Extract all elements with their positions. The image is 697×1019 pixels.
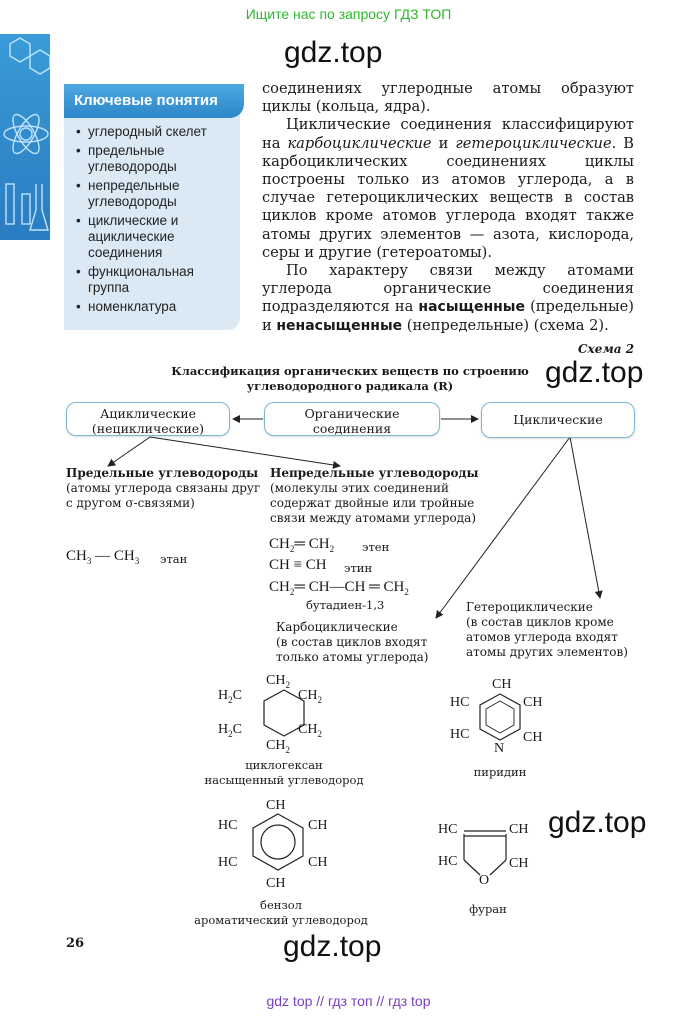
atom-label: $CH_2$ [266,673,290,690]
list-item: • углеродный скелет [72,124,236,140]
scheme-title-line: Классификация органических веществ по строению [171,364,529,378]
ethene-name: этен [362,540,390,554]
atom-label: CH [308,818,328,833]
atom-label: CH [523,730,543,745]
block-description: (в состав циклов входят только атомы углерода) [276,635,429,664]
node-cyclic: Циклические [481,402,635,438]
caption-line: циклогексан [245,758,323,772]
unsaturated-block [270,466,482,526]
term-italic: гетероциклические [455,134,612,152]
bottom-banner: gdz top // гдз топ // гдз top [266,993,431,1009]
heterocyclic-block [466,600,636,660]
atom-label: CH [509,822,529,837]
block-heading: Гетероциклические [466,600,593,614]
node-label: (нециклические) [91,421,205,436]
benzene-aromatic-circle [261,825,295,859]
block-heading: Карбоциклические [276,620,398,634]
arrow [570,437,600,598]
atom-label: $H_2C$ [218,688,242,705]
scheme-title-line: углеводородного радикала (R) [246,379,454,393]
term-bold: ненасыщенные [276,317,403,334]
carbocyclic-block [276,620,446,665]
pyridine-inner-bonds [486,701,514,733]
atom-label: CH [308,855,328,870]
caption-line: ароматический углеводород [194,913,368,927]
furan-ring [464,831,506,875]
block-description: (молекулы этих соединений содержат двойные или тройные связи между атомами углерода) [270,481,476,525]
text-span: Циклические соединения классифицируют на [262,116,634,152]
text-span: и [431,134,456,152]
node-label: Ациклические [99,406,197,421]
top-banner: Ищите нас по запросу ГДЗ ТОП [245,6,452,22]
block-description: (атомы углерода связаны друг с другом σ-связями) [66,481,261,510]
atom-label: O [479,873,490,888]
term-bold: насыщенные [418,299,525,316]
paragraph: соединениях углеродные атомы образуют циклы (кольца, ядра). [262,80,634,116]
scheme-label: Схема 2 [578,342,635,356]
ethane-formula: $CH_3$ — $CH_3$ [66,548,140,566]
text-span: (непредельные) (схема 2). [402,316,609,334]
block-heading: Предельные углеводороды [66,466,259,480]
watermark: gdz.top [548,806,647,839]
ethane-name: этан [160,552,188,566]
ethyne-name: этин [344,561,373,575]
butadiene-formula: $CH_2═$ CH—CH ═ $CH_2$ [269,579,409,597]
arrow [108,437,150,466]
atom-label: HC [450,727,470,742]
block-description: (в состав циклов кроме атомов углерода входят атомы других элементов) [466,615,628,659]
arrow [436,437,570,618]
atom-label: HC [438,822,458,837]
list-item: • номенклатура [72,299,236,315]
atom-label: N [494,741,505,756]
list-item: • непредельные углеводороды [72,178,236,210]
caption-line: насыщенный углеводород [204,773,364,787]
text-span: По характеру связи между атомами углерода органические соединения подразделяются на [262,262,634,316]
block-heading: Непредельные углеводороды [270,466,479,480]
arrow [150,437,340,466]
list-item: • циклические и ациклические соединения [72,213,236,261]
furan-caption: фуран [469,902,507,916]
node-label: Органические [304,406,400,421]
atom-label: CH [523,695,543,710]
node-organic-compounds [264,402,440,436]
atom-label: HC [218,855,238,870]
watermark: gdz.top [283,930,382,963]
text-span: (предельные) и [262,298,634,334]
atom-label: HC [438,854,458,869]
watermark: gdz.top [284,36,383,69]
atom-label: CH [266,876,286,891]
pyridine-caption: пиридин [473,765,527,779]
atom-label: $H_2C$ [218,722,242,739]
benzene-caption [176,898,386,928]
text-span: . В карбоциклических соединениях циклы построены только из атомов углерода, а в случае гетероциклических веществ в состав циклов кроме атомов углерода входят также атомы других элементов — азота, кислорода, серы и другие (гетероатомы). [262,134,634,261]
term-italic: карбоциклические [287,134,432,152]
atom-label: $CH_2$ [298,722,322,739]
page-number: 26 [66,936,85,951]
caption-line: бензол [260,898,302,912]
atom-label: CH [492,677,512,692]
atom-label: $CH_2$ [298,688,322,705]
saturated-block [66,466,262,511]
atom-label: HC [450,695,470,710]
list-item: • предельные углеводороды [72,143,236,175]
list-item: • функциональная группа [72,264,236,296]
butadiene-name: бутадиен-1,3 [306,598,385,612]
watermark: gdz.top [545,356,644,389]
atom-label: CH [266,798,286,813]
ethyne-formula: CH ≡ CH [269,557,327,573]
node-label: соединения [312,421,392,436]
atom-label: CH [509,856,529,871]
node-acyclic [66,402,230,436]
atom-label: $CH_2$ [266,738,290,755]
atom-label: HC [218,818,238,833]
ethene-formula: $CH_2═$ $CH_2$ [269,536,335,554]
cyclohexane-caption [184,758,384,788]
key-concepts-title: Ключевые понятия [64,84,244,118]
